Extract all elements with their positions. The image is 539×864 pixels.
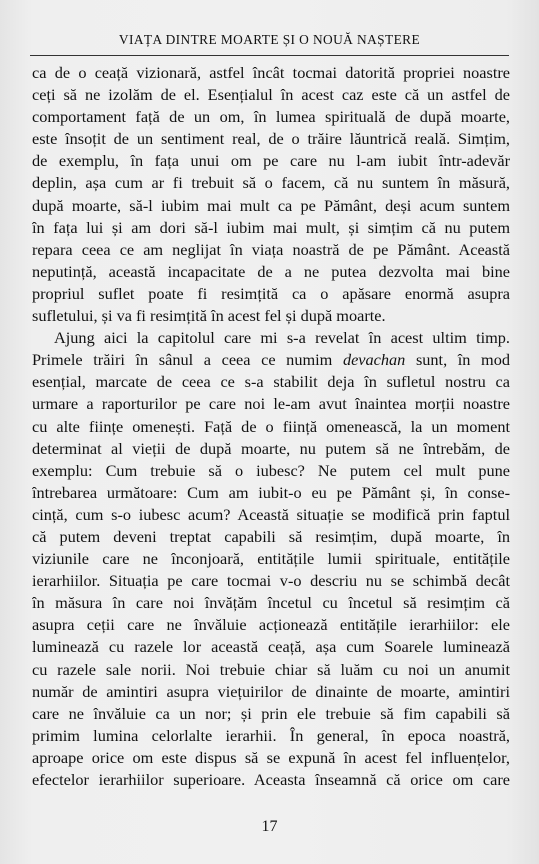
text-line: ca de o ceață vizionară, astfel încât tocmai datorită propriei noastre <box>32 63 510 82</box>
text-line: cință, cum s-o iubesc acum? Această situație se modifică prin faptul <box>32 504 510 524</box>
text-line-with-italic-term: Primele trăiri în sânul a ceea ce numim devachan sunt, în mod <box>32 350 510 370</box>
text-line: este însoțit de un sentiment real, de o trăire lăuntrică reală. Simțim, <box>32 129 510 149</box>
header-rule <box>30 55 509 56</box>
italic-term: devachan <box>342 350 406 370</box>
body-text <box>32 62 510 791</box>
text-line: primim lumina celorlalte ierarhii. În general, în epoca noastră, <box>32 725 510 745</box>
running-title: VIAȚA DINTRE MOARTE ȘI O NOUĂ NAȘTERE <box>118 32 421 47</box>
text-line: aproape orice om este dispus să se expună în acest fel influențelor, <box>32 747 510 767</box>
text-line: în măsura în care noi învățăm încetul cu încetul să resimțim că <box>32 593 510 613</box>
text-line: efectelor ierarhiilor superioare. Aceasta înseamnă că orice om care <box>32 770 510 789</box>
text-line: întrebarea următoare: Cum am iubit-o eu pe Pământ și, în conse- <box>32 482 510 502</box>
paragraph-last-line: sufletului, și va fi resimțită în acest fel și după moarte. <box>32 306 386 326</box>
text-line: că putem deveni treptat capabili să resimțim, după moarte, în <box>32 526 510 546</box>
page-number: 17 <box>261 818 278 835</box>
text-line: repara ceea ce am neglijat în viața noastră de pe Pământ. Această <box>32 239 510 259</box>
text-line: urmare a raporturilor pe care noi le-am avut înaintea morții noastre <box>32 394 510 414</box>
text-line: deplin, așa cum ar fi trebuit să o facem, că nu suntem în măsură, <box>32 173 510 193</box>
text-line: de exemplu, în fața unui om pe care nu l-am iubit într-adevăr <box>32 151 510 171</box>
text-line: determinat al vieții de după moarte, nu putem să ne întrebăm, de <box>32 438 510 458</box>
text-line: asupra ceții care ne învăluie acționează entitățile ierarhiilor: ele <box>32 615 510 635</box>
text-line: număr de amintiri asupra viețuirilor de dinainte de moarte, amintiri <box>32 681 510 701</box>
text-line: neputință, această incapacitate de a ne putea dezvolta mai bine <box>32 261 510 281</box>
text-line: ierarhiilor. Situația pe care tocmai v-o descriu nu se schimbă decât <box>32 571 510 591</box>
text-line: comportament față de un om, în lumea spirituală de după moarte, <box>32 107 510 127</box>
text-line: cu alte ființe omenești. Față de o ființă omenească, la un moment <box>32 416 510 436</box>
paragraph-first-line: Ajung aici la capitolul care mi s-a revelat în acest ultim timp. <box>54 328 510 348</box>
text-line: în fața lui și am dori să-l iubim mai mult, și simțim că nu putem <box>32 217 510 237</box>
text-line: care ne învăluie ca un nor; și prin ele trebuie să fim capabili să <box>32 703 510 723</box>
text-line: luminează cu razele lor această ceață, așa cum Soarele luminează <box>32 637 510 657</box>
text-line: viziunile care ne înconjoară, entitățile lumii spirituale, entitățile <box>32 549 510 569</box>
text-line: cu razele sale norii. Noi trebuie chiar să luăm cu noi un anumit <box>32 659 510 679</box>
text-line: după moarte, să-l iubim mai mult ca pe Pământ, deși acum suntem <box>32 195 510 215</box>
text-line: exemplu: Cum trebuie să o iubesc? Ne putem cel mult pune <box>32 460 510 480</box>
text-line: esențial, marcate de ceea ce s-a stabilit deja în sufletul nostru ca <box>32 372 510 392</box>
text-line: propriul suflet poate fi resimțită ca o apăsare enormă asupra <box>32 283 510 303</box>
text-line: ceți să ne izolăm de el. Esențialul în acest caz este că un astfel de <box>32 85 510 105</box>
